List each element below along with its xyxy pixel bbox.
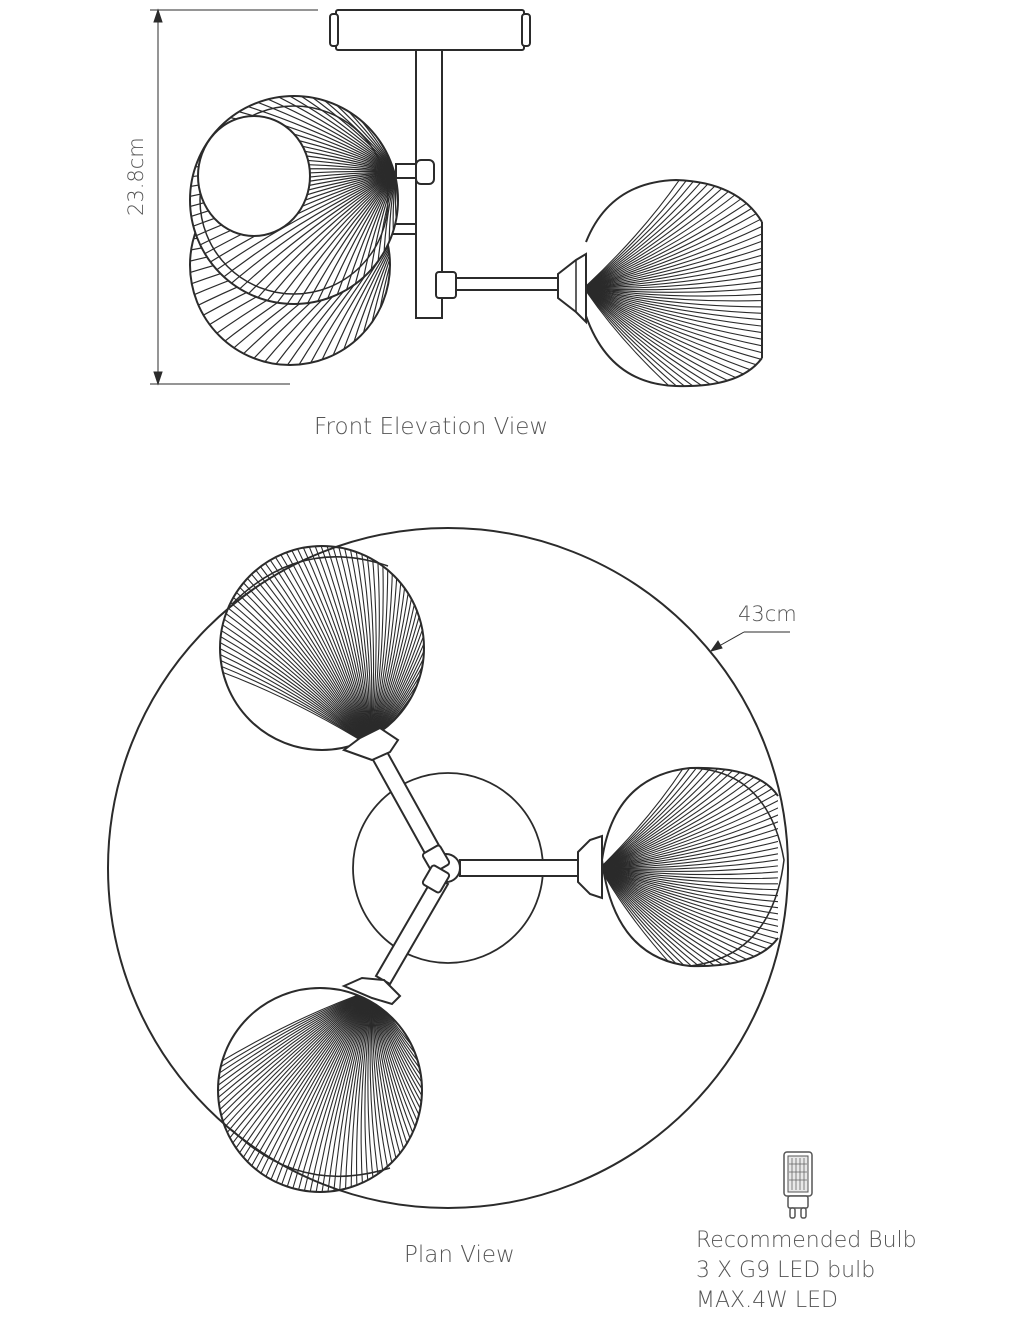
bulb-heading: Recommended Bulb: [696, 1228, 917, 1253]
front-shade-front: [174, 81, 413, 320]
plan-shade-right: [578, 742, 817, 994]
front-elevation-label: Front Elevation View: [314, 414, 549, 440]
arm-right: [436, 272, 560, 298]
recommended-bulb-info: [696, 1226, 917, 1316]
bulb-spec: 3 X G9 LED bulb: [696, 1258, 876, 1283]
bulb-power: MAX.4W LED: [696, 1288, 838, 1313]
diameter-dimension-label: 43cm: [738, 602, 797, 626]
height-dimension-label: 23.8cm: [124, 137, 148, 216]
front-shade-right: [558, 158, 803, 408]
plan-view-drawing: [108, 528, 817, 1208]
g9-led-bulb-icon: [784, 1152, 812, 1218]
plan-view-label: Plan View: [404, 1242, 515, 1268]
plan-arms: [372, 750, 580, 984]
plan-shade-top-left: [205, 531, 440, 760]
plan-shade-bottom-left: [203, 978, 438, 1207]
diameter-leader: [711, 632, 790, 651]
ceiling-plate: [330, 10, 530, 50]
front-elevation-drawing: [150, 10, 803, 408]
